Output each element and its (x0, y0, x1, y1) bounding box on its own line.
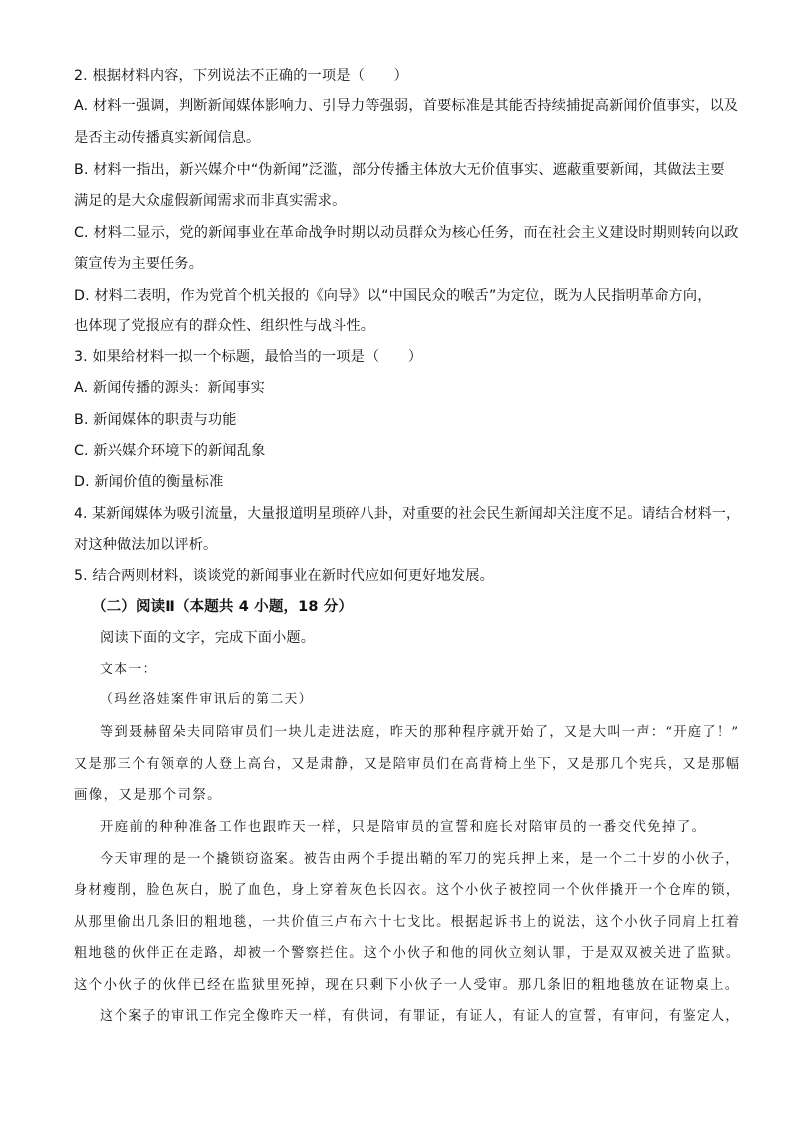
q5: 5. 结合两则材料，谈谈党的新闻事业在新时代应如何更好地发展。 (74, 568, 494, 584)
passage-line: 这个案子的审讯工作完全像昨天一样，有供词，有罪证，有证人，有证人的宣誓，有审问，有鉴定人， (100, 1009, 740, 1024)
text-label: 文本一： (100, 662, 157, 677)
passage-line: 身材瘦削，脸色灰白，脱了血色，身上穿着灰色长囚衣。这个小伙子被控同一个伙伴撬开一个仓库的锁， (74, 883, 741, 898)
section-instruction: 阅读下面的文字，完成下面小题。 (100, 630, 316, 646)
q2-option-a-line1: A. 材料一强调，判断新闻媒体影响力、引导力等强弱，首要标准是其能否持续捕捉高新闻价值事实，以及 (74, 98, 739, 114)
q2-option-d-line1: D. 材料二表明，作为党首个机关报的《向导》以“中国民众的喉舌”为定位，既为人民指明革命方向， (74, 288, 712, 304)
passage-line: 这个小伙子的伙伴已经在监狱里死掉，现在只剩下小伙子一人受审。那几条旧的粗地毯放在证物桌上。 (74, 978, 740, 993)
q2-option-d-line2: 也体现了党报应有的群众性、组织性与战斗性。 (74, 318, 376, 334)
passage-line: 画像，又是那个司祭。 (74, 788, 222, 803)
q2-option-b-line1: B. 材料一指出，新兴媒介中“伪新闻”泛滥，部分传播主体放大无价值事实、遮蔽重要新闻，其做法主要 (74, 162, 725, 178)
q3-option-b: B. 新闻媒体的职责与功能 (74, 412, 237, 428)
q2-option-b-line2: 满足的是大众虚假新闻需求而非真实需求。 (74, 193, 347, 209)
q4-line1: 4. 某新闻媒体为吸引流量，大量报道明星琐碎八卦，对重要的社会民生新闻却关注度不足。请结合材料一， (74, 506, 741, 522)
passage-line: 等到聂赫留朵夫同陪审员们一块儿走进法庭，昨天的那种程序就开始了，又是大叫一声：“开庭了！” (100, 725, 740, 740)
passage-line: 今天审理的是一个撬锁窃盗案。被告由两个手提出鞘的军刀的宪兵押上来，是一个二十岁的小伙子， (100, 852, 740, 867)
q2-option-c-line2: 策宣传为主要任务。 (74, 256, 204, 272)
q2-option-c-line1: C. 材料二显示，党的新闻事业在革命战争时期以动员群众为核心任务，而在社会主义建设时期则转向以政 (74, 225, 739, 241)
passage-line: 粗地毯的伙伴正在走路，却被一个警察拦住。这个小伙子和他的同伙立刻认罪，于是双双被关进了监狱。 (74, 946, 741, 961)
q3-stem: 3. 如果给材料一拟一个标题，最恰当的一项是（ ） (74, 349, 423, 365)
q2-stem: 2. 根据材料内容，下列说法不正确的一项是（ ） (74, 68, 408, 84)
passage-subtitle: （玛丝洛娃案件审讯后的第二天） (100, 692, 313, 707)
q3-option-c: C. 新兴媒介环境下的新闻乱象 (74, 443, 266, 459)
passage-line: 又是那三个有领章的人登上高台，又是肃静，又是陪审员们在高背椅上坐下，又是那几个宪兵，又是那幅 (74, 757, 741, 772)
q2-option-a-line2: 是否主动传播真实新闻信息。 (74, 130, 261, 146)
passage-line: 从那里偷出几条旧的粗地毯，一共价值三卢布六十七戈比。根据起诉书上的说法，这个小伙子同肩上扛着 (74, 915, 741, 930)
q4-line2: 对这种做法加以评析。 (74, 537, 218, 553)
q3-option-a: A. 新闻传播的源头：新闻事实 (74, 380, 265, 396)
section-heading: （二）阅读Ⅱ（本题共 4 小题，18 分） (92, 599, 354, 615)
q3-option-d: D. 新闻价值的衡量标准 (74, 474, 224, 490)
passage-line: 开庭前的种种准备工作也跟昨天一样，只是陪审员的宣誓和庭长对陪审员的一番交代免掉了。 (100, 820, 707, 835)
